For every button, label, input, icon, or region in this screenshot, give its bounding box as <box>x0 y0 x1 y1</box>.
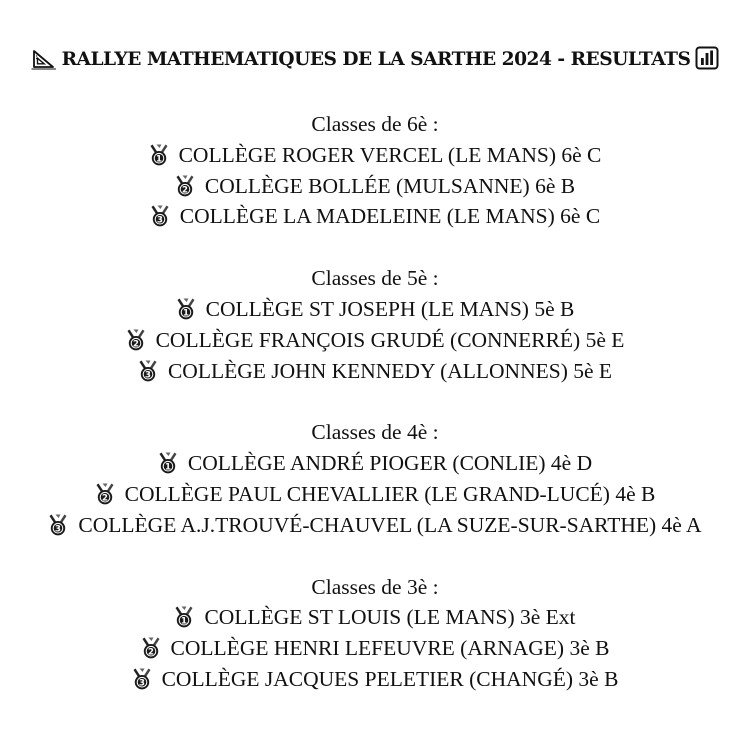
results-section <box>0 109 750 232</box>
svg-text:1: 1 <box>164 462 171 473</box>
bar-chart-icon <box>695 46 719 81</box>
results-sections <box>0 109 750 726</box>
result-row <box>0 171 750 202</box>
medal-icon <box>175 175 195 197</box>
medal-icon <box>158 452 178 474</box>
medal-icon <box>48 514 68 536</box>
result-text: COLLÈGE JOHN KENNEDY (ALLONNES) 5è E <box>167 358 613 383</box>
result-row <box>0 325 750 356</box>
svg-text:3: 3 <box>156 215 163 226</box>
medal-icon <box>150 205 170 227</box>
section-heading: Classes de 6è : <box>311 112 439 136</box>
result-text: COLLÈGE HENRI LEFEUVRE (ARNAGE) 3è B <box>170 636 610 661</box>
result-text: COLLÈGE BOLLÉE (MULSANNE) 6è B <box>204 173 576 198</box>
svg-text:2: 2 <box>101 493 108 504</box>
result-row <box>0 140 750 171</box>
title-text: RALLYE MATHEMATIQUES DE LA SARTHE 2024 - RESULTATS <box>61 49 691 70</box>
result-row <box>0 294 750 325</box>
result-text: COLLÈGE PAUL CHEVALLIER (LE GRAND-LUCÉ) 4è B <box>124 481 656 506</box>
result-row <box>0 510 750 541</box>
triangle-ruler-icon <box>31 48 57 81</box>
result-row <box>0 201 750 232</box>
svg-text:3: 3 <box>145 369 151 380</box>
svg-text:2: 2 <box>147 647 154 658</box>
result-row <box>0 602 750 633</box>
result-row <box>0 479 750 510</box>
result-text: COLLÈGE ANDRÉ PIOGER (CONLIE) 4è D <box>187 451 593 476</box>
section-heading: Classes de 4è : <box>311 420 439 445</box>
result-text: COLLÈGE ROGER VERCEL (LE MANS) 6è C <box>178 142 602 167</box>
page-title <box>0 44 750 81</box>
medal-icon <box>176 298 196 320</box>
result-text: COLLÈGE FRANÇOIS GRUDÉ (CONNERRÉ) 5è E <box>155 327 625 352</box>
results-section <box>0 572 750 695</box>
svg-text:3: 3 <box>138 678 145 689</box>
medal-icon <box>174 606 194 628</box>
medal-icon <box>149 144 169 166</box>
result-text: COLLÈGE JACQUES PELETIER (CHANGÉ) 3è B <box>161 666 619 691</box>
result-text: COLLÈGE LA MADELEINE (LE MANS) 6è C <box>179 204 601 229</box>
result-text: COLLÈGE ST LOUIS (LE MANS) 3è Ext <box>204 605 576 630</box>
medal-icon <box>126 329 146 351</box>
result-text: COLLÈGE A.J.TROUVÉ-CHAUVEL (LA SUZE-SUR-SARTHE) 4è A <box>78 512 702 537</box>
medal-icon <box>132 668 152 690</box>
svg-text:1: 1 <box>181 616 188 627</box>
svg-text:1: 1 <box>182 308 189 319</box>
svg-text:2: 2 <box>181 184 188 195</box>
results-section <box>0 263 750 386</box>
svg-text:2: 2 <box>132 339 139 350</box>
svg-text:1: 1 <box>155 154 162 165</box>
section-heading: Classes de 3è : <box>311 574 439 599</box>
result-row <box>0 633 750 664</box>
result-text: COLLÈGE ST JOSEPH (LE MANS) 5è B <box>205 296 575 321</box>
results-section <box>0 417 750 540</box>
medal-icon <box>95 483 115 505</box>
result-row <box>0 664 750 695</box>
medal-icon <box>141 637 161 659</box>
medal-icon <box>138 360 158 382</box>
result-row <box>0 356 750 387</box>
result-row <box>0 448 750 479</box>
section-heading: Classes de 5è : <box>311 266 439 291</box>
svg-text:3: 3 <box>55 524 62 535</box>
